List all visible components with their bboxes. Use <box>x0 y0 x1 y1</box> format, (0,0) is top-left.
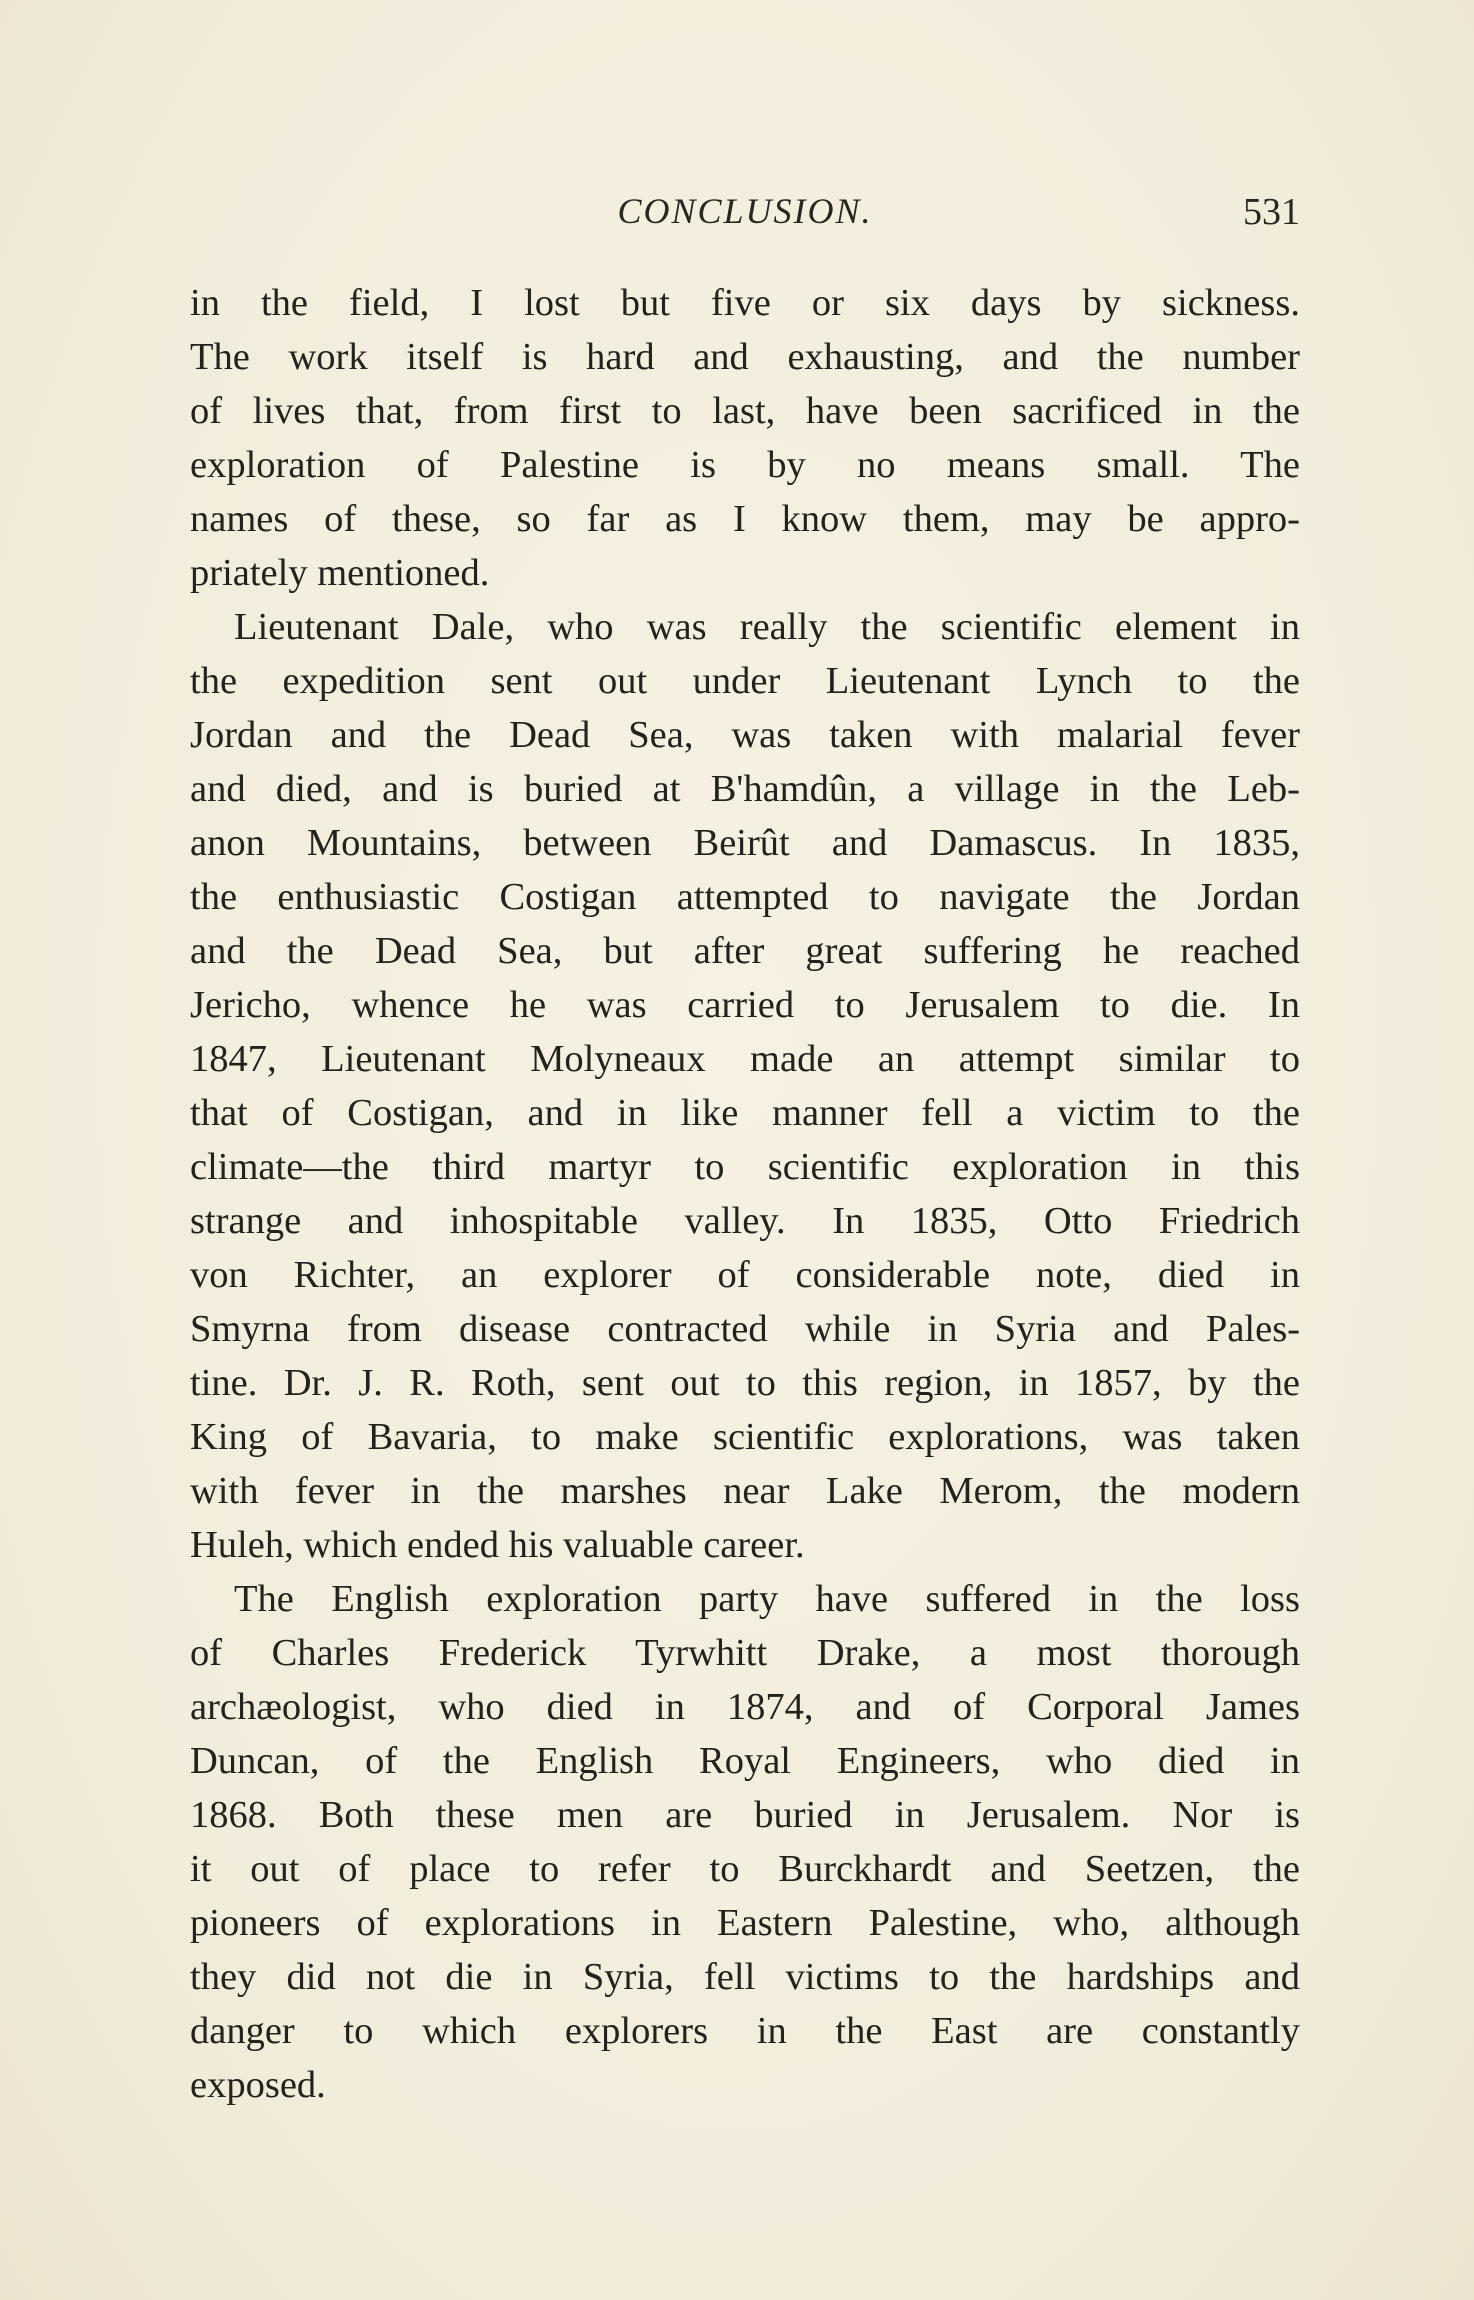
text-line: anon Mountains, between Beirût and Damascus. In 1835, <box>190 822 1300 864</box>
text-line: The work itself is hard and exhausting, and the number <box>190 336 1300 378</box>
text-line: Jericho, whence he was carried to Jerusalem to die. In <box>190 984 1300 1026</box>
paragraph-container <box>190 276 1300 2112</box>
text-line: and the Dead Sea, but after great suffering he reached <box>190 930 1300 972</box>
text-line: exploration of Palestine is by no means small. The <box>190 444 1300 486</box>
text-line: of lives that, from first to last, have been sacrificed in the <box>190 390 1300 432</box>
text-line: the expedition sent out under Lieutenant Lynch to the <box>190 660 1300 702</box>
text-line: with fever in the marshes near Lake Merom, the modern <box>190 1470 1300 1512</box>
running-head: CONCLUSION. <box>617 191 873 231</box>
text-line: Jordan and the Dead Sea, was taken with malarial fever <box>190 714 1300 756</box>
text-line: danger to which explorers in the East are constantly <box>190 2010 1300 2052</box>
text-line: and died, and is buried at B'hamdûn, a village in the Leb- <box>190 768 1300 810</box>
text-line: pioneers of explorations in Eastern Palestine, who, although <box>190 1902 1300 1944</box>
text-line: 1847, Lieutenant Molyneaux made an attempt similar to <box>190 1038 1300 1080</box>
paragraph <box>190 600 1300 1572</box>
text-line: the enthusiastic Costigan attempted to navigate the Jordan <box>190 876 1300 918</box>
body-text <box>190 276 1300 2112</box>
text-line: it out of place to refer to Burckhardt and Seetzen, the <box>190 1848 1300 1890</box>
paragraph <box>190 1572 1300 2112</box>
text-line: exposed. <box>190 2064 326 2106</box>
text-line: strange and inhospitable valley. In 1835, Otto Friedrich <box>190 1200 1300 1242</box>
text-line: tine. Dr. J. R. Roth, sent out to this region, in 1857, by the <box>190 1362 1300 1404</box>
text-line: they did not die in Syria, fell victims to the hardships and <box>190 1956 1300 1998</box>
text-line: priately mentioned. <box>190 552 490 594</box>
text-line: Lieutenant Dale, who was really the scientific element in <box>234 606 1300 648</box>
text-line: names of these, so far as I know them, may be appro- <box>190 498 1300 540</box>
text-line: 1868. Both these men are buried in Jerusalem. Nor is <box>190 1794 1300 1836</box>
text-line: The English exploration party have suffered in the loss <box>234 1578 1300 1620</box>
page-number: 531 <box>1243 191 1300 233</box>
text-line: von Richter, an explorer of considerable note, died in <box>190 1254 1300 1296</box>
text-line: of Charles Frederick Tyrwhitt Drake, a most thorough <box>190 1632 1300 1674</box>
text-line: Smyrna from disease contracted while in Syria and Pales- <box>190 1308 1300 1350</box>
text-line: archæologist, who died in 1874, and of Corporal James <box>190 1686 1300 1728</box>
text-line: Duncan, of the English Royal Engineers, who died in <box>190 1740 1300 1782</box>
paragraph <box>190 276 1300 600</box>
text-line: that of Costigan, and in like manner fell a victim to the <box>190 1092 1300 1134</box>
text-line: King of Bavaria, to make scientific explorations, was taken <box>190 1416 1300 1458</box>
text-line: climate—the third martyr to scientific exploration in this <box>190 1146 1300 1188</box>
page-header <box>190 190 1300 240</box>
text-line: in the field, I lost but five or six days by sickness. <box>190 282 1300 324</box>
text-line: Huleh, which ended his valuable career. <box>190 1524 805 1566</box>
